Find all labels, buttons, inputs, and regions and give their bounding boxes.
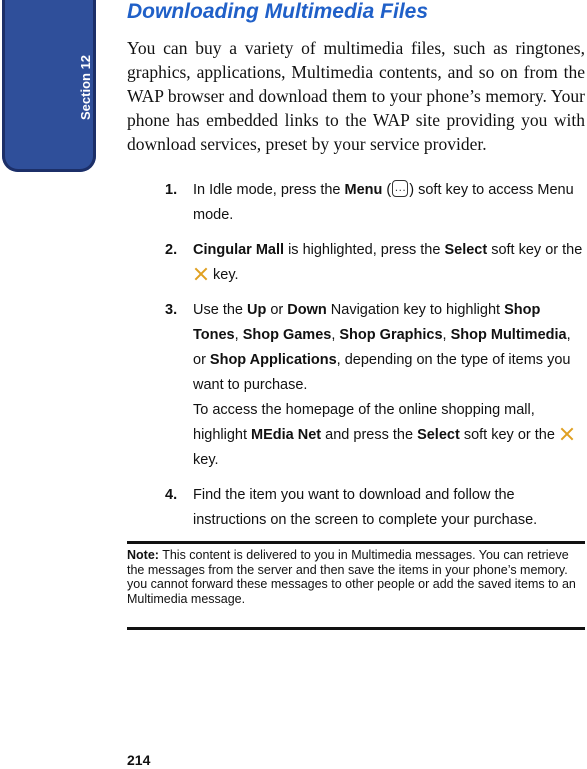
navigation-key-icon bbox=[559, 426, 575, 442]
step-text: , depending on the type of items you want to purchase. bbox=[193, 352, 571, 393]
shop-applications-label: Shop Applications bbox=[209, 352, 337, 368]
shop-tones-label: Shop Tones bbox=[193, 302, 541, 343]
step-text: ( bbox=[382, 182, 392, 198]
page-number: 214 bbox=[127, 752, 151, 768]
step-3 bbox=[165, 298, 585, 473]
menu-key-label: Menu bbox=[344, 182, 383, 198]
step-1 bbox=[165, 178, 585, 228]
step-text: , bbox=[442, 327, 451, 343]
step-4 bbox=[165, 483, 585, 533]
navigation-key-icon bbox=[193, 266, 209, 282]
step-text: soft key or the bbox=[487, 242, 583, 258]
step-text: , bbox=[234, 327, 243, 343]
step-subtext: To access the homepage of the online shopping mall, highlight bbox=[193, 402, 535, 443]
step-subtext: and press the bbox=[321, 427, 418, 443]
media-net-label: MEdia Net bbox=[251, 427, 322, 443]
section-tab-label-wrap bbox=[78, 10, 98, 130]
steps-list bbox=[165, 178, 585, 543]
step-number: 4. bbox=[165, 487, 178, 503]
step-text: , bbox=[331, 327, 340, 343]
note-bottom-rule bbox=[127, 627, 585, 630]
section-tab-label: Section 12 bbox=[78, 54, 93, 120]
step-text: ) soft key to access Menu mode. bbox=[193, 182, 574, 223]
step-text: , or bbox=[193, 327, 571, 368]
step-number: 2. bbox=[165, 242, 178, 258]
select-key-label: Select bbox=[444, 242, 488, 258]
step-text: In Idle mode, press the bbox=[193, 182, 345, 198]
shop-games-label: Shop Games bbox=[242, 327, 332, 343]
page-title: Downloading Multimedia Files bbox=[127, 0, 429, 23]
menu-key-icon bbox=[392, 180, 408, 197]
select-key-label: Select bbox=[417, 427, 460, 443]
step-text: Use the bbox=[193, 302, 247, 318]
intro-paragraph: You can buy a variety of multimedia files, such as ringtones, graphics, applications, Multimedia contents, and so on from the WAP browser and download them to your phone’s memory. Your phone has embedded links to the WAP site providing you with download services, preset by your service provider. bbox=[127, 38, 585, 154]
step-text: Find the item you want to download and follow the instructions on the screen to complete your purchase. bbox=[193, 487, 538, 528]
step-subtext: soft key or the bbox=[459, 427, 559, 443]
step-text: is highlighted, press the bbox=[284, 242, 445, 258]
step-text: or bbox=[266, 302, 288, 318]
cingular-mall-label: Cingular Mall bbox=[193, 242, 285, 258]
step-text: key. bbox=[209, 267, 239, 283]
up-key-label: Up bbox=[247, 302, 267, 318]
step-number: 1. bbox=[165, 182, 178, 198]
note-top-rule bbox=[127, 541, 585, 544]
step-2 bbox=[165, 238, 585, 288]
step-number: 3. bbox=[165, 302, 178, 318]
shop-graphics-label: Shop Graphics bbox=[339, 327, 443, 343]
note bbox=[127, 548, 585, 606]
note-text: This content is delivered to you in Multimedia messages. You can retrieve the messages from the server and then save the items in your phone’s memory. you cannot forward these messages to other people or add the saved items to an Multimedia message. bbox=[127, 548, 576, 606]
note-label: Note: bbox=[127, 548, 159, 562]
step-subtext: key. bbox=[193, 452, 219, 468]
down-key-label: Down bbox=[287, 302, 327, 318]
step-text: Navigation key to highlight bbox=[326, 302, 505, 318]
shop-multimedia-label: Shop Multimedia bbox=[450, 327, 567, 343]
